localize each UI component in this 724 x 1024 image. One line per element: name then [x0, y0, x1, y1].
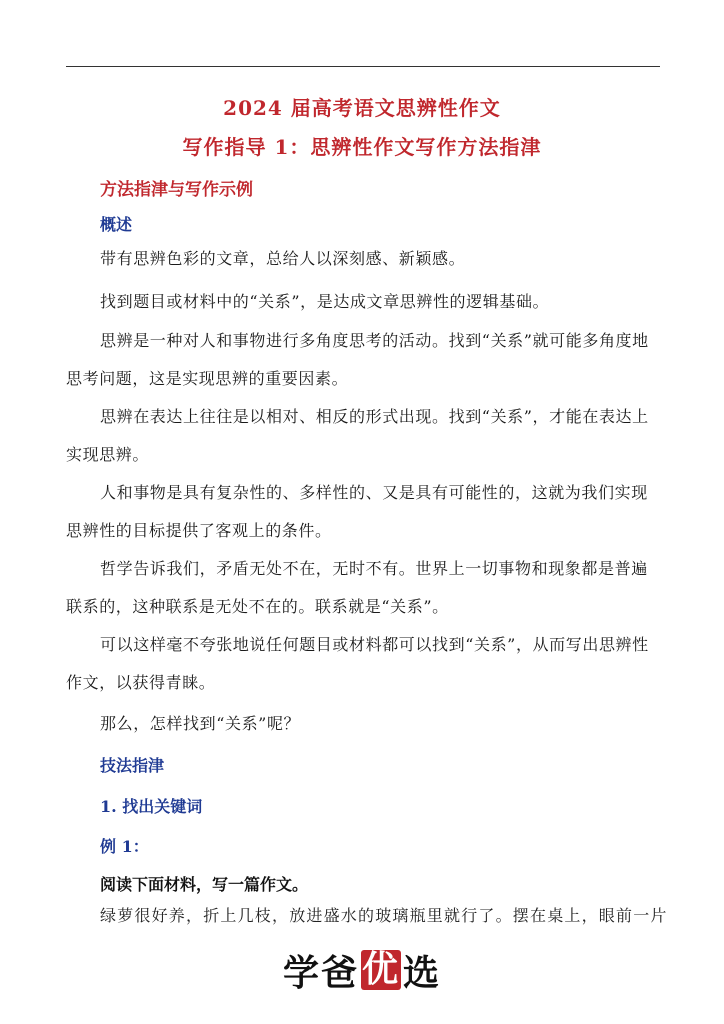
example-heading: 例 1：: [100, 837, 149, 856]
watermark-char: 爸: [320, 952, 359, 994]
paragraph-1: 带有思辨色彩的文章，总给人以深刻感、新颖感。: [100, 249, 466, 268]
prompt-text: 阅读下面材料，写一篇作文。: [100, 875, 309, 894]
watermark-char: 选: [403, 952, 442, 994]
document-subtitle: 写作指导 1：思辨性作文写作方法指津: [182, 135, 542, 159]
point-heading: 1. 找出关键词: [100, 797, 203, 816]
paragraph-6: 哲学告诉我们，矛盾无处不在，无时不有。世界上一切事物和现象都是普遍联系的，这种联系是无处不在的。联系就是“关系”。: [66, 559, 648, 616]
paragraph-5: 人和事物是具有复杂性的、多样性的、又是具有可能性的，这就为我们实现思辨性的目标提供了客观上的条件。: [66, 483, 648, 540]
paragraph-8: 那么，怎样找到“关系”呢？: [100, 714, 301, 733]
document-title: 2024 届高考语文思辨性作文: [223, 96, 501, 120]
watermark-logo: [0, 940, 724, 1000]
paragraph-7: 可以这样毫不夸张地说任何题目或材料都可以找到“关系”，从而写出思辨性作文，以获得青睐。: [66, 635, 649, 692]
paragraph-4: 思辨在表达上往往是以相对、相反的形式出现。找到“关系”，才能在表达上实现思辨。: [66, 407, 649, 464]
section-heading: 方法指津与写作示例: [100, 180, 253, 200]
paragraph-3: 思辨是一种对人和事物进行多角度思考的活动。找到“关系”就可能多角度地思考问题，这是实现思辨的重要因素。: [66, 331, 649, 388]
paragraph-2: 找到题目或材料中的“关系”，是达成文章思辨性的逻辑基础。: [100, 292, 550, 311]
top-rule: [66, 66, 660, 67]
watermark-boxed-char: 优: [361, 949, 400, 990]
material-line: 绿萝很好养，折上几枝，放进盛水的玻璃瓶里就行了。摆在桌上，眼前一片: [100, 906, 668, 925]
overview-heading: 概述: [100, 215, 133, 234]
watermark-char: 学: [282, 952, 321, 994]
technique-heading: 技法指津: [100, 756, 165, 775]
